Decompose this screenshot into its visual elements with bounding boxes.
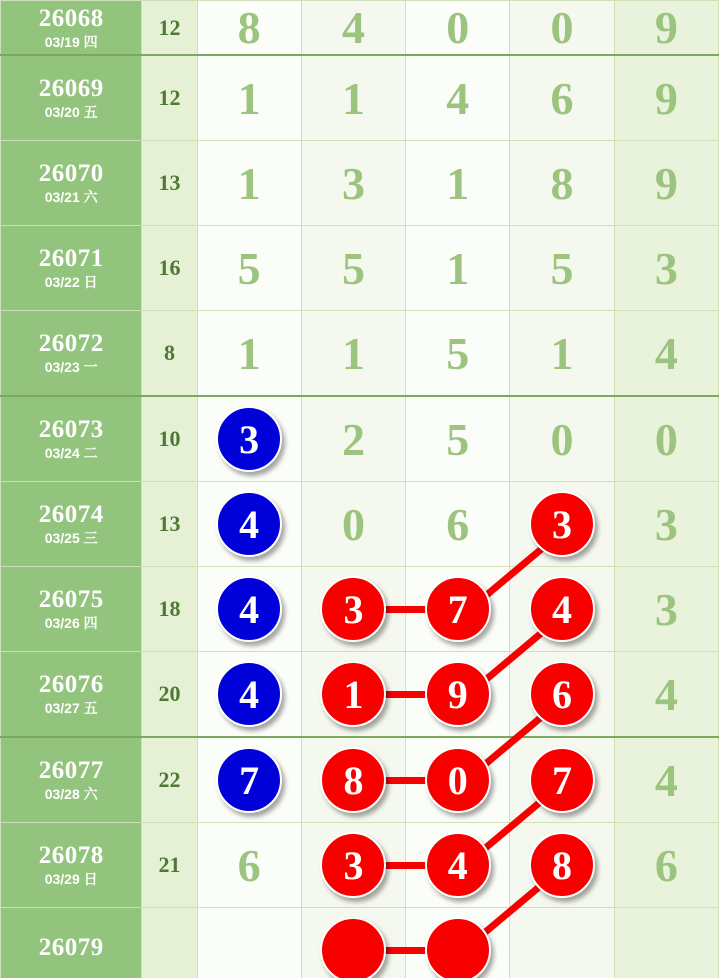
digit-5: 3 (614, 482, 718, 567)
digit-4: 0 (510, 1, 614, 56)
digit-1: 1 (197, 311, 301, 397)
digit-1 (197, 737, 301, 823)
digit-5: 6 (614, 823, 718, 908)
row-sum: 22 (142, 737, 197, 823)
highlight-ball-red: 4 (529, 576, 595, 642)
row-sum: 20 (142, 652, 197, 738)
digit-2: 5 (301, 226, 405, 311)
row-sum: 10 (142, 396, 197, 482)
digit-5: 4 (614, 311, 718, 397)
row-issue (1, 652, 142, 738)
row-issue (1, 567, 142, 652)
row-sum: 13 (142, 482, 197, 567)
digit-5: 9 (614, 141, 718, 226)
digit-2: 4 (301, 1, 405, 56)
row-issue (1, 823, 142, 908)
digit-1: 6 (197, 823, 301, 908)
issue-number: 26078 (38, 842, 104, 870)
highlight-ball-red: 3 (529, 491, 595, 557)
table-row (1, 55, 719, 141)
digit-4 (510, 908, 614, 978)
row-sum: 18 (142, 567, 197, 652)
digit-1: 8 (197, 1, 301, 56)
row-issue (1, 482, 142, 567)
digit-5: 0 (614, 396, 718, 482)
forecast-ball-red (320, 917, 386, 978)
highlight-ball-blue: 3 (216, 406, 282, 472)
digit-3: 1 (406, 226, 510, 311)
digit-5: 9 (614, 55, 718, 141)
digit-1: 1 (197, 141, 301, 226)
digit-3: 6 (406, 482, 510, 567)
digit-4: 0 (510, 396, 614, 482)
digit-5: 4 (614, 737, 718, 823)
highlight-ball-red: 3 (320, 832, 386, 898)
row-sum: 12 (142, 55, 197, 141)
digit-2: 0 (301, 482, 405, 567)
issue-number: 26073 (38, 416, 104, 444)
issue-number: 26075 (38, 586, 104, 614)
digit-2: 1 (301, 311, 405, 397)
row-issue (1, 908, 142, 978)
digit-2: 1 (301, 55, 405, 141)
issue-date: 03/29 日 (44, 871, 98, 888)
highlight-ball-red: 7 (529, 747, 595, 813)
digit-4: 5 (510, 226, 614, 311)
digit-1 (197, 396, 301, 482)
issue-date: 03/22 日 (44, 274, 98, 291)
digit-5: 9 (614, 1, 718, 56)
table-row (1, 1, 719, 56)
digit-3: 5 (406, 396, 510, 482)
issue-date: 03/28 六 (44, 786, 98, 803)
issue-date: 03/25 三 (44, 530, 98, 547)
highlight-ball-blue: 7 (216, 747, 282, 813)
highlight-ball-red: 6 (529, 661, 595, 727)
table-row (1, 482, 719, 567)
issue-date: 03/19 四 (44, 33, 98, 50)
issue-number: 26071 (38, 245, 104, 273)
digit-5: 4 (614, 652, 718, 738)
row-sum (142, 908, 197, 978)
digit-1: 5 (197, 226, 301, 311)
highlight-ball-blue: 4 (216, 576, 282, 642)
row-sum: 16 (142, 226, 197, 311)
table-row (1, 567, 719, 652)
digit-2: 2 (301, 396, 405, 482)
digit-3 (406, 908, 510, 978)
row-sum: 21 (142, 823, 197, 908)
highlight-ball-red: 0 (425, 747, 491, 813)
row-issue (1, 1, 142, 56)
row-issue (1, 737, 142, 823)
digit-1: 1 (197, 55, 301, 141)
digit-3: 1 (406, 141, 510, 226)
digit-2: 3 (301, 141, 405, 226)
highlight-ball-red: 4 (425, 832, 491, 898)
digit-5 (614, 908, 718, 978)
digit-1 (197, 652, 301, 738)
row-issue (1, 226, 142, 311)
digit-5: 3 (614, 226, 718, 311)
issue-date: 03/27 五 (44, 700, 98, 717)
digit-2 (301, 567, 405, 652)
row-issue (1, 396, 142, 482)
row-issue (1, 141, 142, 226)
table-row (1, 652, 719, 738)
highlight-ball-red: 3 (320, 576, 386, 642)
digit-3: 0 (406, 1, 510, 56)
highlight-ball-red: 1 (320, 661, 386, 727)
highlight-ball-red: 8 (320, 747, 386, 813)
digit-3: 4 (406, 55, 510, 141)
table-row (1, 226, 719, 311)
table-row (1, 311, 719, 397)
issue-date: 03/23 一 (44, 359, 98, 376)
table-row (1, 396, 719, 482)
issue-date: 03/26 四 (44, 615, 98, 632)
digit-1 (197, 908, 301, 978)
table-row (1, 823, 719, 908)
digit-1 (197, 482, 301, 567)
table-row (1, 141, 719, 226)
issue-date: 03/20 五 (44, 104, 98, 121)
digit-1 (197, 567, 301, 652)
issue-number: 26077 (38, 757, 104, 785)
digit-5: 3 (614, 567, 718, 652)
issue-number: 26072 (38, 330, 104, 358)
digit-4 (510, 567, 614, 652)
row-sum: 13 (142, 141, 197, 226)
issue-date: 03/24 二 (44, 445, 98, 462)
digit-2 (301, 823, 405, 908)
digit-3: 5 (406, 311, 510, 397)
highlight-ball-red: 8 (529, 832, 595, 898)
issue-date: 03/21 六 (44, 189, 98, 206)
highlight-ball-blue: 4 (216, 491, 282, 557)
highlight-ball-red: 7 (425, 576, 491, 642)
digit-2 (301, 652, 405, 738)
highlight-ball-red: 9 (425, 661, 491, 727)
row-sum: 12 (142, 1, 197, 56)
digit-4 (510, 482, 614, 567)
row-sum: 8 (142, 311, 197, 397)
issue-number: 26069 (38, 75, 104, 103)
issue-number: 26074 (38, 501, 104, 529)
digit-4: 8 (510, 141, 614, 226)
issue-number: 26079 (38, 934, 104, 962)
table-row (1, 908, 719, 978)
issue-number: 26068 (38, 4, 104, 32)
issue-number: 26070 (38, 160, 104, 188)
digit-2 (301, 908, 405, 978)
row-issue (1, 55, 142, 141)
row-issue (1, 311, 142, 397)
digit-2 (301, 737, 405, 823)
table-row (1, 737, 719, 823)
highlight-ball-blue: 4 (216, 661, 282, 727)
issue-number: 26076 (38, 671, 104, 699)
digit-4: 1 (510, 311, 614, 397)
digit-4: 6 (510, 55, 614, 141)
forecast-ball-red (425, 917, 491, 978)
